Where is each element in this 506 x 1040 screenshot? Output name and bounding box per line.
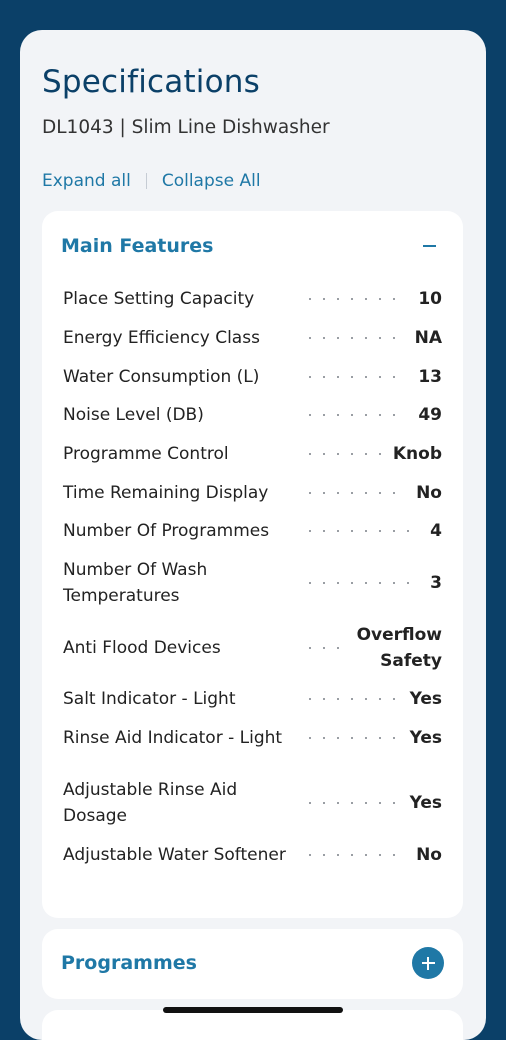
spec-value: Knob: [392, 444, 442, 464]
minus-icon[interactable]: [414, 231, 444, 261]
spec-row: [63, 441, 442, 467]
leader-dots: [303, 530, 418, 532]
section-title: Main Features: [61, 235, 214, 257]
spec-label: Water Consumption (L): [63, 367, 260, 387]
spec-label: Adjustable Water Softener: [63, 845, 286, 865]
spec-value: No: [416, 483, 442, 503]
spec-row: [63, 622, 442, 674]
spec-value: 13: [418, 367, 442, 387]
plus-circle-icon[interactable]: [412, 947, 444, 979]
spec-row: [63, 557, 442, 609]
spec-row: [63, 725, 442, 751]
spec-label: Number Of Programmes: [63, 521, 270, 541]
divider: [146, 173, 147, 189]
spec-value: Overflow Safety: [356, 625, 442, 671]
spec-row: [63, 686, 442, 712]
spec-row: [63, 325, 442, 351]
leader-dots: [303, 376, 406, 378]
leader-dots: [303, 414, 406, 416]
leader-dots: [303, 698, 398, 700]
spec-value: Yes: [409, 689, 442, 709]
spec-row: [63, 842, 442, 868]
spec-label: Programme Control: [63, 444, 229, 464]
spec-value: 49: [418, 405, 442, 425]
spec-label: Noise Level (DB): [63, 405, 204, 425]
section-title: Programmes: [61, 952, 197, 974]
leader-dots: [303, 492, 404, 494]
spec-label: Place Setting Capacity: [63, 289, 255, 309]
spec-value: NA: [414, 328, 442, 348]
spec-value: Yes: [409, 793, 442, 813]
spec-value: 10: [418, 289, 442, 309]
leader-dots: [303, 337, 403, 339]
home-indicator: [163, 1007, 343, 1013]
leader-dots: [303, 647, 342, 649]
spec-value: 3: [430, 573, 442, 593]
spec-label: Energy Efficiency Class: [63, 328, 260, 348]
spec-row: [63, 777, 442, 829]
programmes-section: [42, 929, 463, 999]
spec-row: [63, 518, 442, 544]
spec-label: Number Of Wash Temperatures: [63, 560, 208, 606]
leader-dots: [303, 453, 381, 455]
spec-row: [63, 402, 442, 428]
leader-dots: [303, 298, 406, 300]
next-section: [42, 1010, 463, 1040]
spec-label: Adjustable Rinse Aid Dosage: [63, 780, 238, 826]
specifications-panel: [20, 30, 486, 1040]
main-features-section: [42, 211, 463, 918]
programmes-header[interactable]: [61, 948, 444, 978]
spec-row: [63, 364, 442, 390]
product-subtitle: DL1043 | Slim Line Dishwasher: [42, 117, 330, 138]
spec-row: [63, 286, 442, 312]
collapse-all-link[interactable]: Collapse All: [161, 171, 261, 191]
spec-value: Yes: [409, 728, 442, 748]
page-title: Specifications: [42, 64, 260, 100]
expand-all-link[interactable]: Expand all: [42, 171, 131, 191]
spec-row: [63, 480, 442, 506]
main-features-header[interactable]: [61, 231, 444, 261]
leader-dots: [303, 802, 398, 804]
leader-dots: [303, 737, 398, 739]
leader-dots: [303, 582, 418, 584]
spec-label: Salt Indicator - Light: [63, 689, 236, 709]
expand-collapse-controls: [42, 171, 261, 191]
spec-value: 4: [430, 521, 442, 541]
spec-label: Rinse Aid Indicator - Light: [63, 728, 283, 748]
spec-label: Anti Flood Devices: [63, 638, 221, 658]
leader-dots: [303, 854, 404, 856]
spec-value: No: [416, 845, 442, 865]
spec-label: Time Remaining Display: [63, 483, 269, 503]
